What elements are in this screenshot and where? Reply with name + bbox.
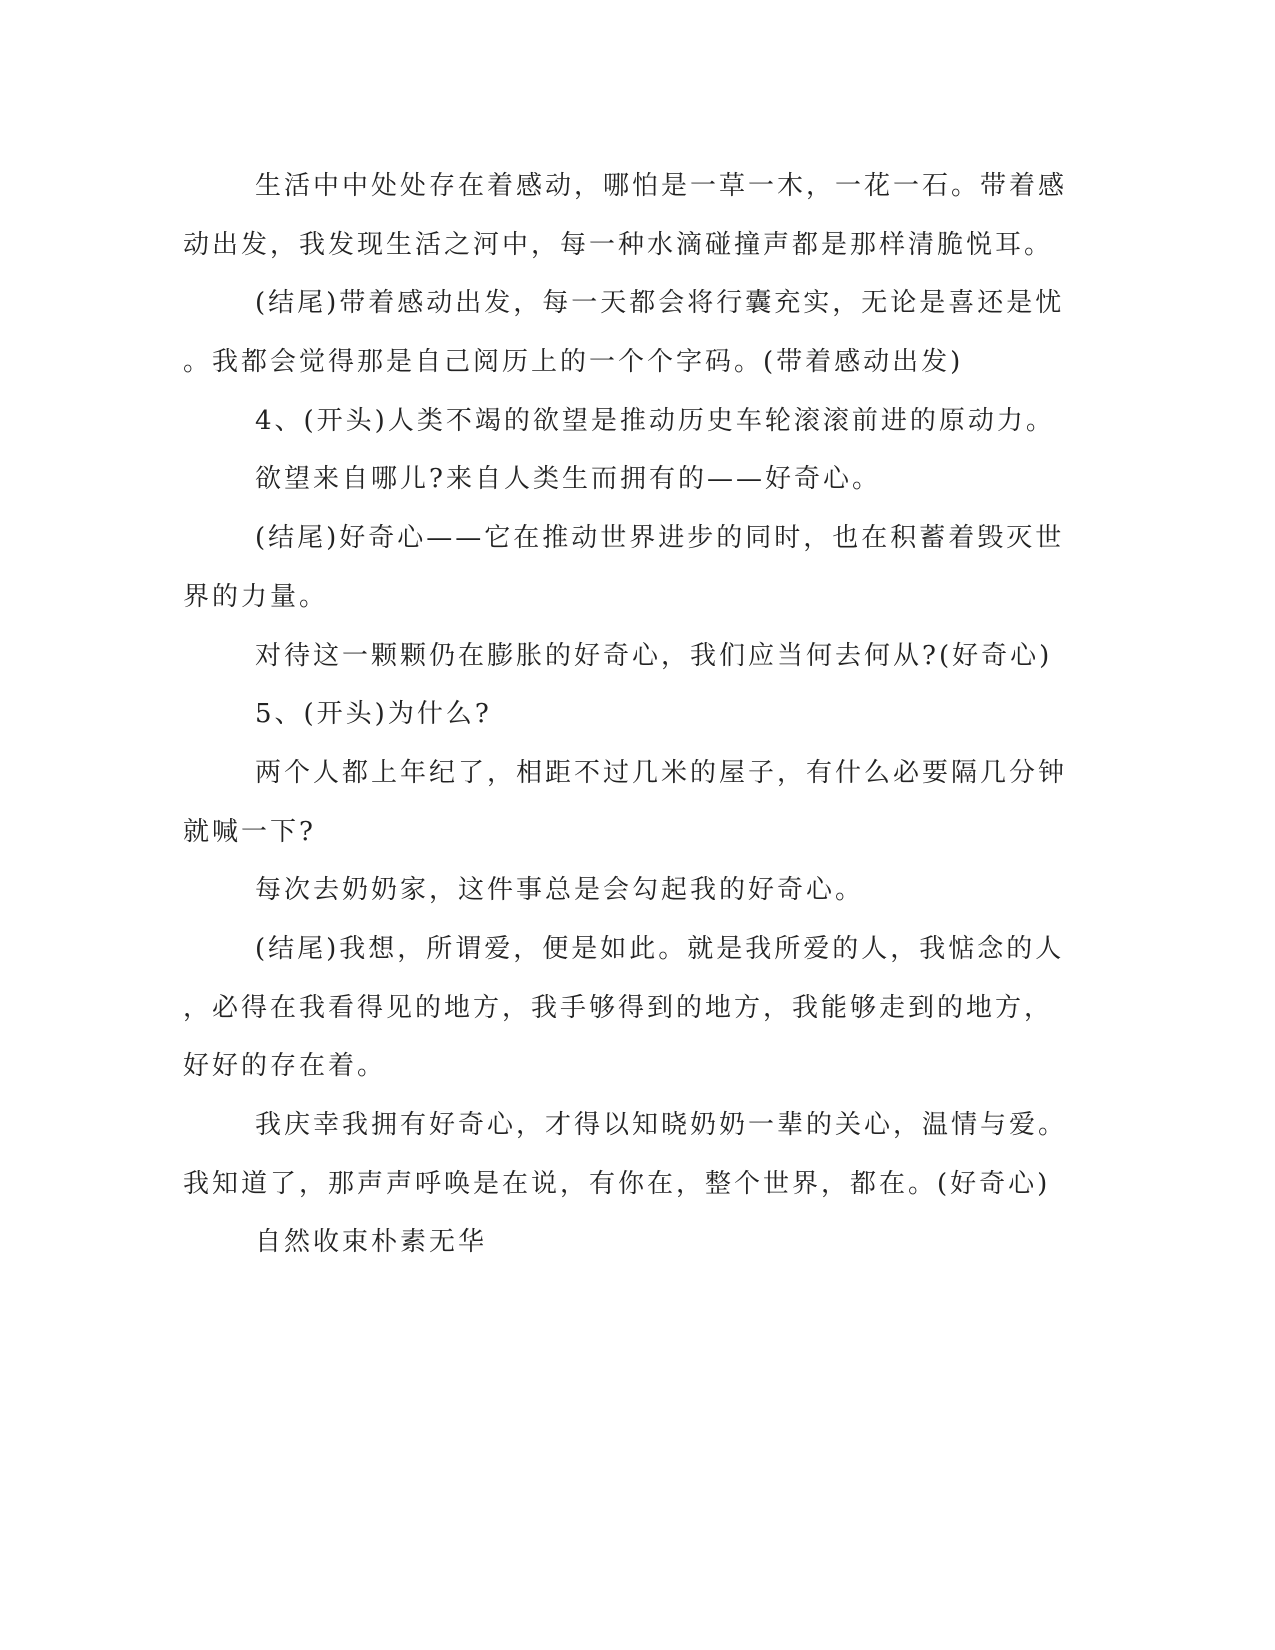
text-line: 就喊一下? [183, 816, 316, 847]
text-line: 4、(开头)人类不竭的欲望是推动历史车轮滚滚前进的原动力。 [255, 405, 1055, 436]
text-line: 对待这一颗颗仍在膨胀的好奇心，我们应当何去何从?(好奇心) [255, 640, 1053, 671]
text-line: (结尾)好奇心——它在推动世界进步的同时，也在积蓄着毁灭世 [255, 523, 1065, 554]
text-line: 界的力量。 [183, 581, 329, 612]
text-line: ，必得在我看得见的地方，我手够得到的地方，我能够走到的地方， [183, 992, 1054, 1023]
text-line: 动出发，我发现生活之河中，每一种水滴碰撞声都是那样清脆悦耳。 [183, 229, 1054, 260]
text-line: 欲望来自哪儿?来自人类生而拥有的——好奇心。 [255, 464, 881, 495]
text-line: (结尾)我想，所谓爱，便是如此。就是我所爱的人，我惦念的人 [255, 933, 1065, 964]
text-line: 生活中中处处存在着感动，哪怕是一草一木，一花一石。带着感 [255, 171, 1068, 201]
text-line: 5、(开头)为什么? [255, 699, 492, 730]
text-line: 两个人都上年纪了，相距不过几米的屋子，有什么必要隔几分钟 [255, 757, 1068, 788]
text-line: 。我都会觉得那是自己阅历上的一个个字码。(带着感动出发) [183, 347, 964, 378]
text-line: 我庆幸我拥有好奇心，才得以知晓奶奶一辈的关心，温情与爱。 [255, 1110, 1068, 1140]
text-line: 好好的存在着。 [183, 1051, 387, 1082]
text-line: 每次去奶奶家，这件事总是会勾起我的好奇心。 [255, 875, 865, 906]
text-line: 自然收束朴素无华 [255, 1227, 488, 1258]
document-body [183, 157, 1068, 1272]
text-line: 我知道了，那声声呼唤是在说，有你在，整个世界，都在。(好奇心) [183, 1168, 1051, 1199]
text-line: (结尾)带着感动出发，每一天都会将行囊充实，无论是喜还是忧 [255, 288, 1065, 319]
